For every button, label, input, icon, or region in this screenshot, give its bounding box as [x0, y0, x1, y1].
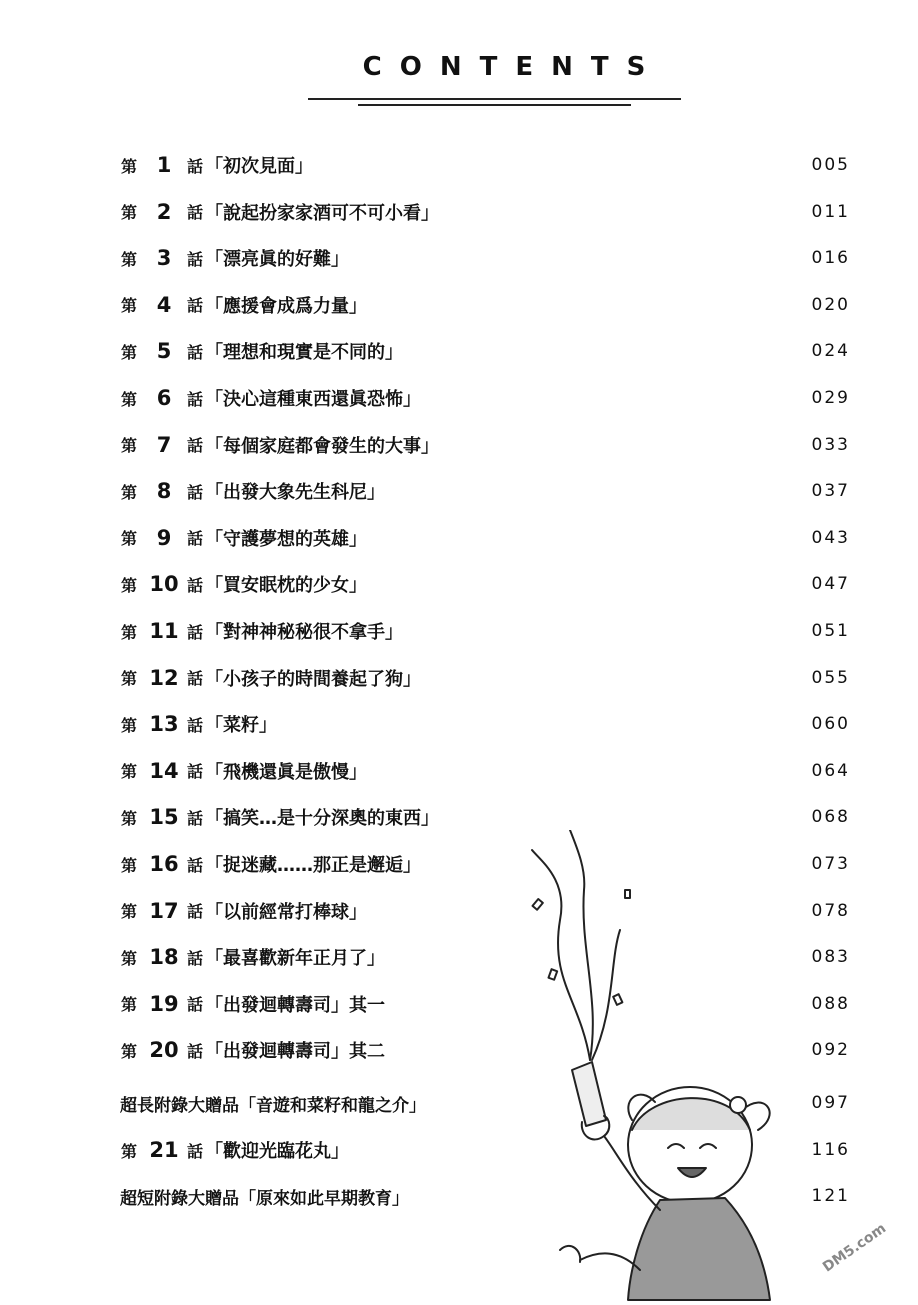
toc-chapter-prefix: 第 — [121, 622, 138, 642]
toc-chapter-prefix: 第 — [121, 1141, 138, 1161]
party-popper — [572, 1062, 606, 1126]
toc-page-number: 043 — [811, 527, 850, 548]
toc-chapter-number: 1 — [156, 153, 172, 177]
toc-page-number: 092 — [811, 1040, 850, 1061]
toc-chapter-prefix: 第 — [121, 529, 138, 549]
toc-chapter-number: 17 — [149, 898, 179, 923]
toc-page-number: 016 — [811, 248, 850, 269]
toc-chapter-row[interactable] — [0, 378, 918, 418]
toc-chapter-prefix: 第 — [121, 762, 138, 782]
toc-chapter-row[interactable] — [0, 658, 918, 698]
toc-chapter-title: 「漂亮眞的好難」 — [205, 249, 349, 271]
toc-page-number: 047 — [811, 574, 850, 595]
toc-extra-title: 超長附錄大贈品「音遊和菜籽和龍之介」 — [120, 1095, 426, 1116]
toc-chapter-suffix: 話 — [187, 575, 204, 595]
toc-chapter-suffix: 話 — [187, 389, 204, 409]
toc-chapter-prefix: 第 — [121, 296, 138, 316]
toc-chapter-prefix: 第 — [121, 902, 138, 922]
site-watermark: DM5.com — [820, 1220, 890, 1276]
toc-chapter-suffix: 話 — [187, 669, 204, 689]
toc-chapter-suffix: 話 — [187, 948, 204, 968]
toc-chapter-prefix: 第 — [121, 436, 138, 456]
toc-page-number: 078 — [811, 900, 850, 921]
toc-chapter-title: 「每個家庭都會發生的大事」 — [205, 435, 439, 457]
toc-chapter-suffix: 話 — [187, 855, 204, 875]
toc-chapter-title: 「理想和現實是不同的」 — [205, 342, 403, 364]
toc-page-number: 097 — [811, 1093, 850, 1113]
toc-chapter-prefix: 第 — [121, 715, 138, 735]
confetti — [625, 890, 630, 898]
toc-chapter-suffix: 話 — [187, 296, 204, 316]
toc-chapter-number: 13 — [149, 712, 179, 737]
toc-extra-title: 超短附錄大贈品「原來如此早期教育」 — [120, 1188, 409, 1209]
toc-chapter-suffix: 話 — [187, 622, 204, 642]
toc-chapter-number: 15 — [149, 805, 179, 830]
toc-chapter-title: 「搞笑…是十分深奧的東西」 — [205, 808, 439, 830]
toc-page-number: 020 — [811, 294, 850, 315]
toc-chapter-number: 20 — [149, 1038, 179, 1063]
toc-chapter-prefix: 第 — [121, 389, 138, 409]
toc-page-number: 024 — [811, 341, 850, 362]
toc-chapter-title: 「菜籽」 — [205, 715, 277, 737]
foot — [560, 1246, 580, 1262]
toc-chapter-suffix: 話 — [187, 436, 204, 456]
toc-chapter-suffix: 話 — [187, 156, 204, 176]
toc-chapter-row[interactable] — [0, 425, 918, 465]
title-rule-bottom — [358, 104, 631, 106]
toc-chapter-suffix: 話 — [187, 995, 204, 1015]
toc-chapter-prefix: 第 — [121, 482, 138, 502]
toc-chapter-title: 「以前經常打棒球」 — [205, 901, 367, 923]
toc-chapter-title: 「飛機還眞是傲慢」 — [205, 761, 367, 783]
toc-chapter-suffix: 話 — [187, 1141, 204, 1161]
toc-page-number: 060 — [811, 714, 850, 735]
page-title: CONTENTS — [362, 52, 664, 82]
toc-page-number: 083 — [811, 947, 850, 968]
toc-chapter-number: 9 — [156, 525, 172, 550]
toc-chapter-number: 11 — [149, 619, 179, 643]
toc-chapter-number: 18 — [149, 945, 179, 970]
toc-chapter-prefix: 第 — [121, 1041, 138, 1061]
toc-chapter-prefix: 第 — [121, 342, 138, 362]
toc-chapter-suffix: 話 — [187, 1041, 204, 1061]
toc-chapter-suffix: 話 — [187, 808, 204, 828]
toc-chapter-prefix: 第 — [121, 156, 138, 176]
toc-chapter-title: 「說起扮家家酒可不可小看」 — [205, 202, 439, 224]
toc-chapter-prefix: 第 — [121, 575, 138, 595]
toc-chapter-prefix: 第 — [121, 249, 138, 269]
toc-chapter-suffix: 話 — [187, 203, 204, 223]
toc-chapter-title: 「買安眠枕的少女」 — [205, 575, 367, 597]
toc-chapter-number: 5 — [156, 339, 172, 364]
toc-page-number: 055 — [811, 667, 850, 688]
toc-chapter-number: 10 — [149, 572, 179, 597]
toc-chapter-number: 16 — [149, 852, 179, 876]
girl-illustration — [520, 830, 900, 1305]
toc-page-number: 005 — [811, 155, 850, 175]
toc-chapter-title: 「應援會成爲力量」 — [205, 295, 367, 317]
toc-page-number: 121 — [811, 1186, 850, 1206]
toc-chapter-number: 7 — [156, 432, 172, 457]
confetti — [548, 969, 557, 980]
toc-chapter-suffix: 話 — [187, 249, 204, 269]
toc-page-number: 073 — [811, 854, 850, 874]
toc-chapter-row[interactable] — [0, 145, 918, 185]
toc-chapter-number: 6 — [156, 386, 172, 410]
toc-chapter-row[interactable] — [0, 518, 918, 558]
title-rule-top — [308, 98, 681, 100]
toc-chapter-number: 12 — [149, 665, 179, 690]
toc-chapter-suffix: 話 — [187, 715, 204, 735]
leg — [580, 1253, 640, 1270]
toc-chapter-prefix: 第 — [121, 995, 138, 1015]
toc-page-number: 116 — [811, 1140, 850, 1160]
toc-chapter-number: 14 — [149, 758, 179, 783]
confetti — [613, 994, 622, 1005]
toc-chapter-row[interactable] — [0, 704, 918, 744]
toc-chapter-number: 2 — [156, 199, 172, 224]
toc-page-number: 064 — [811, 760, 850, 781]
toc-chapter-suffix: 話 — [187, 902, 204, 922]
toc-chapter-prefix: 第 — [121, 948, 138, 968]
toc-chapter-title: 「出發迴轉壽司」其一 — [205, 994, 385, 1016]
toc-chapter-prefix: 第 — [121, 669, 138, 689]
toc-chapter-row[interactable] — [0, 751, 918, 791]
toc-chapter-title: 「最喜歡新年正月了」 — [205, 948, 385, 970]
toc-chapter-prefix: 第 — [121, 203, 138, 223]
toc-chapter-suffix: 話 — [187, 762, 204, 782]
toc-chapter-title: 「出發大象先生科尼」 — [205, 482, 385, 504]
confetti — [532, 899, 542, 910]
toc-page-number: 029 — [811, 388, 850, 408]
toc-chapter-title: 「歡迎光臨花丸」 — [205, 1141, 349, 1162]
toc-page-number: 088 — [811, 993, 850, 1014]
toc-chapter-number: 21 — [149, 1138, 179, 1162]
toc-chapter-prefix: 第 — [121, 808, 138, 828]
toc-chapter-title: 「決心這種東西還眞恐怖」 — [205, 389, 421, 410]
toc-chapter-number: 19 — [149, 991, 179, 1016]
toc-chapter-suffix: 話 — [187, 482, 204, 502]
toc-chapter-prefix: 第 — [121, 855, 138, 875]
toc-chapter-number: 3 — [156, 246, 172, 271]
hair-clip — [730, 1097, 746, 1113]
toc-chapter-number: 4 — [156, 292, 172, 317]
toc-chapter-row[interactable] — [0, 471, 918, 511]
toc-chapter-suffix: 話 — [187, 342, 204, 362]
toc-chapter-row[interactable] — [0, 192, 918, 232]
toc-page-number: 033 — [811, 434, 850, 455]
streamer — [532, 850, 590, 1060]
toc-chapter-title: 「初次見面」 — [205, 156, 313, 177]
toc-chapter-title: 「小孩子的時間養起了狗」 — [205, 668, 421, 690]
toc-chapter-row[interactable] — [0, 611, 918, 651]
toc-chapter-row[interactable] — [0, 285, 918, 325]
toc-chapter-number: 8 — [156, 479, 172, 504]
toc-chapter-title: 「捉迷藏……那正是邂逅」 — [205, 855, 421, 876]
toc-chapter-row[interactable] — [0, 564, 918, 604]
toc-page-number: 051 — [811, 621, 850, 641]
dress — [628, 1198, 770, 1300]
toc-chapter-row[interactable] — [0, 331, 918, 371]
toc-chapter-row[interactable] — [0, 238, 918, 278]
toc-page-number: 011 — [811, 201, 850, 222]
toc-page-number: 068 — [811, 807, 850, 828]
toc-chapter-suffix: 話 — [187, 529, 204, 549]
toc-chapter-title: 「守護夢想的英雄」 — [205, 528, 367, 550]
toc-chapter-title: 「對神神秘秘很不拿手」 — [205, 622, 403, 643]
toc-page-number: 037 — [811, 481, 850, 502]
toc-chapter-title: 「出發迴轉壽司」其二 — [205, 1041, 385, 1063]
